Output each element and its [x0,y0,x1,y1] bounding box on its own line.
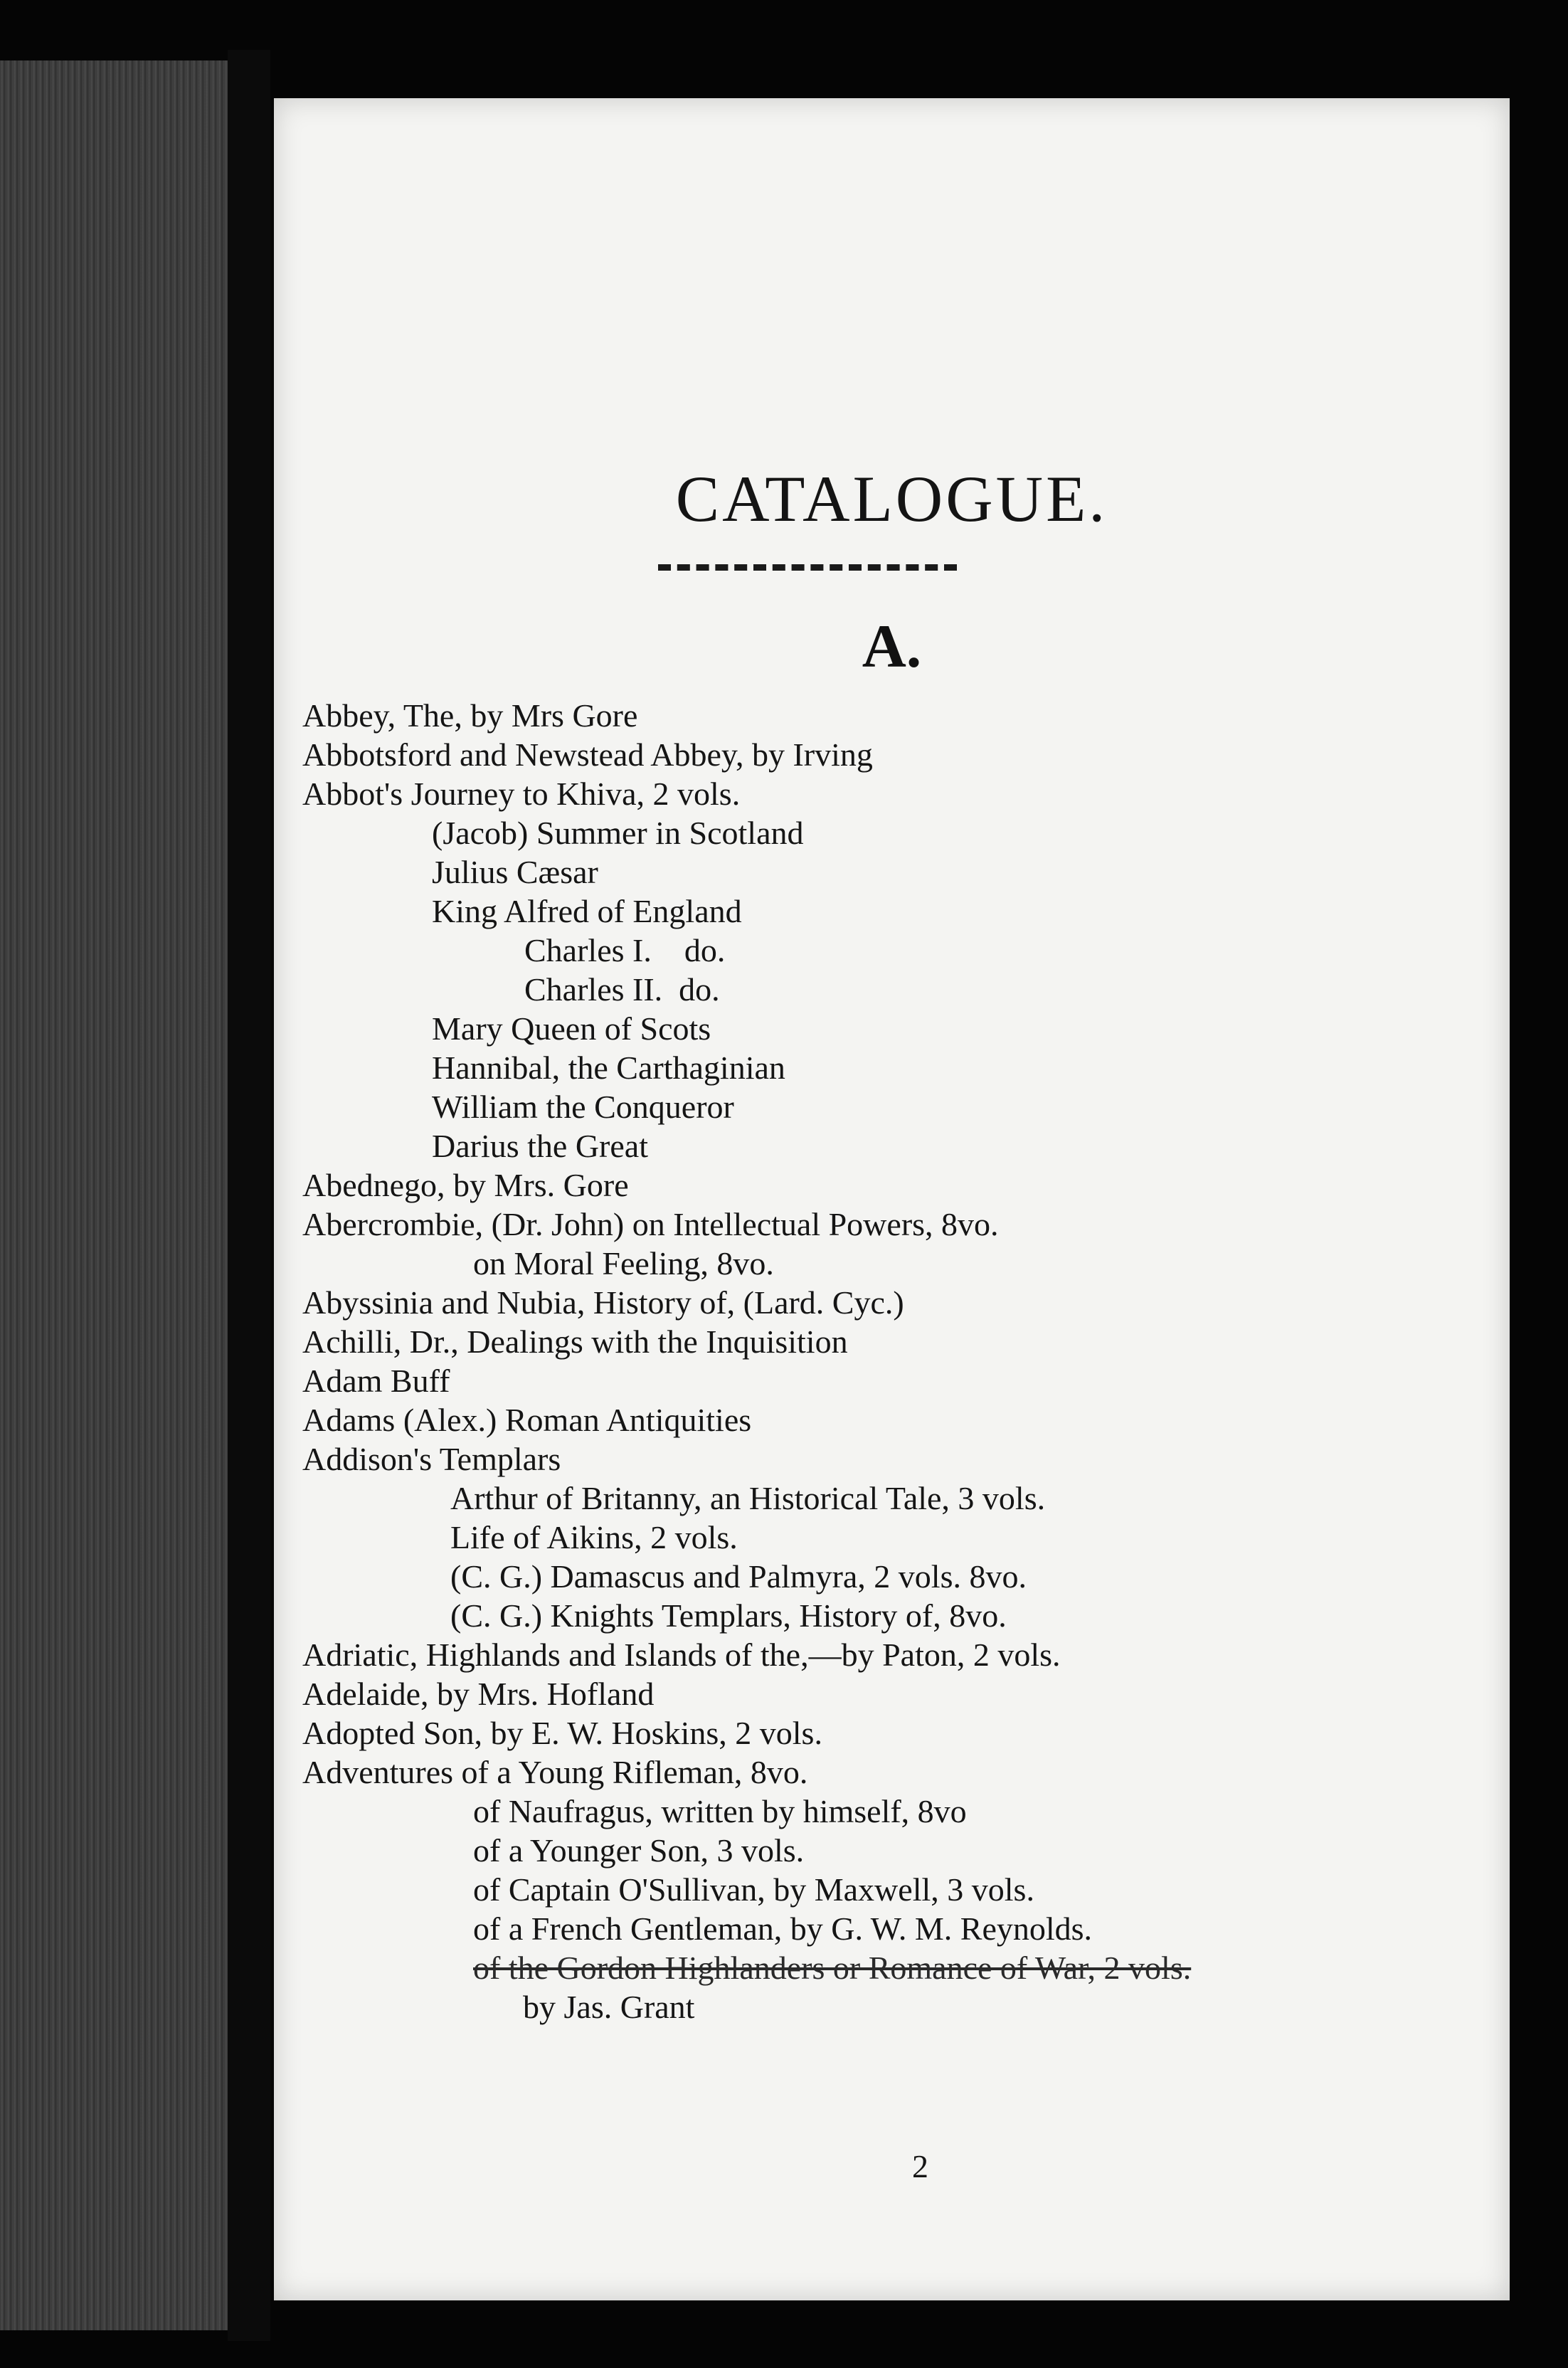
catalogue-entry: Charles I. do. [524,932,726,968]
catalogue-entry: of the Gordon Highlanders or Romance of War, 2 vols. [473,1950,1192,1986]
spine-shadow [228,50,270,2341]
catalogue-entry: Achilli, Dr., Dealings with the Inquisition [302,1323,848,1360]
catalogue-entry: Addison's Templars [302,1441,561,1477]
catalogue-entry: Abbey, The, by Mrs Gore [302,697,638,734]
catalogue-entry: Charles II. do. [524,971,720,1008]
catalogue-entry: by Jas. Grant [523,1989,695,2025]
page-title: CATALOGUE. [675,462,1108,535]
catalogue-entry: of a French Gentleman, by G. W. M. Reynolds. [473,1910,1093,1947]
catalogue-entry: Abyssinia and Nubia, History of, (Lard. Cyc.) [302,1284,904,1321]
catalogue-entry: Abercrombie, (Dr. John) on Intellectual Powers, 8vo. [302,1206,999,1242]
catalogue-entry: on Moral Feeling, 8vo. [473,1245,774,1281]
section-letter: A. [862,612,922,680]
catalogue-entry: Julius Cæsar [432,854,598,890]
page-number: 2 [912,2148,928,2184]
catalogue-entry: King Alfred of England [432,893,742,929]
catalogue-entry: Abbot's Journey to Khiva, 2 vols. [302,776,741,812]
catalogue-entry: Hannibal, the Carthaginian [432,1050,785,1086]
catalogue-entry: Adriatic, Highlands and Islands of the,—by Paton, 2 vols. [302,1637,1061,1673]
catalogue-entry: Adelaide, by Mrs. Hofland [302,1676,655,1712]
catalogue-entry: Life of Aikins, 2 vols. [450,1519,738,1555]
catalogue-entry: Mary Queen of Scots [432,1010,711,1047]
catalogue-entry: (C. G.) Damascus and Palmyra, 2 vols. 8vo. [450,1558,1027,1595]
catalogue-entry: Abednego, by Mrs. Gore [302,1167,629,1203]
catalogue-entry: Adventures of a Young Rifleman, 8vo. [302,1754,808,1790]
catalogue-entry: of Naufragus, written by himself, 8vo [473,1793,967,1829]
catalogue-entry: Adopted Son, by E. W. Hoskins, 2 vols. [302,1715,822,1751]
catalogue-entry: Adams (Alex.) Roman Antiquities [302,1402,752,1438]
catalogue-entry: William the Conqueror [432,1089,734,1125]
catalogue-entry: Darius the Great [432,1128,648,1164]
catalogue-entries [302,696,1498,2026]
catalogue-entry: (C. G.) Knights Templars, History of, 8vo. [450,1597,1007,1634]
catalogue-entry: of Captain O'Sullivan, by Maxwell, 3 vols. [473,1871,1034,1908]
title-divider [658,564,957,571]
catalogue-entry: Arthur of Britanny, an Historical Tale, 3 vols. [450,1480,1046,1516]
book-spine [0,60,228,2330]
catalogue-entry: Abbotsford and Newstead Abbey, by Irving [302,736,873,773]
catalogue-page [274,98,1510,2300]
catalogue-entry: Adam Buff [302,1363,450,1399]
catalogue-entry: of a Younger Son, 3 vols. [473,1832,805,1868]
catalogue-entry: (Jacob) Summer in Scotland [432,815,804,851]
